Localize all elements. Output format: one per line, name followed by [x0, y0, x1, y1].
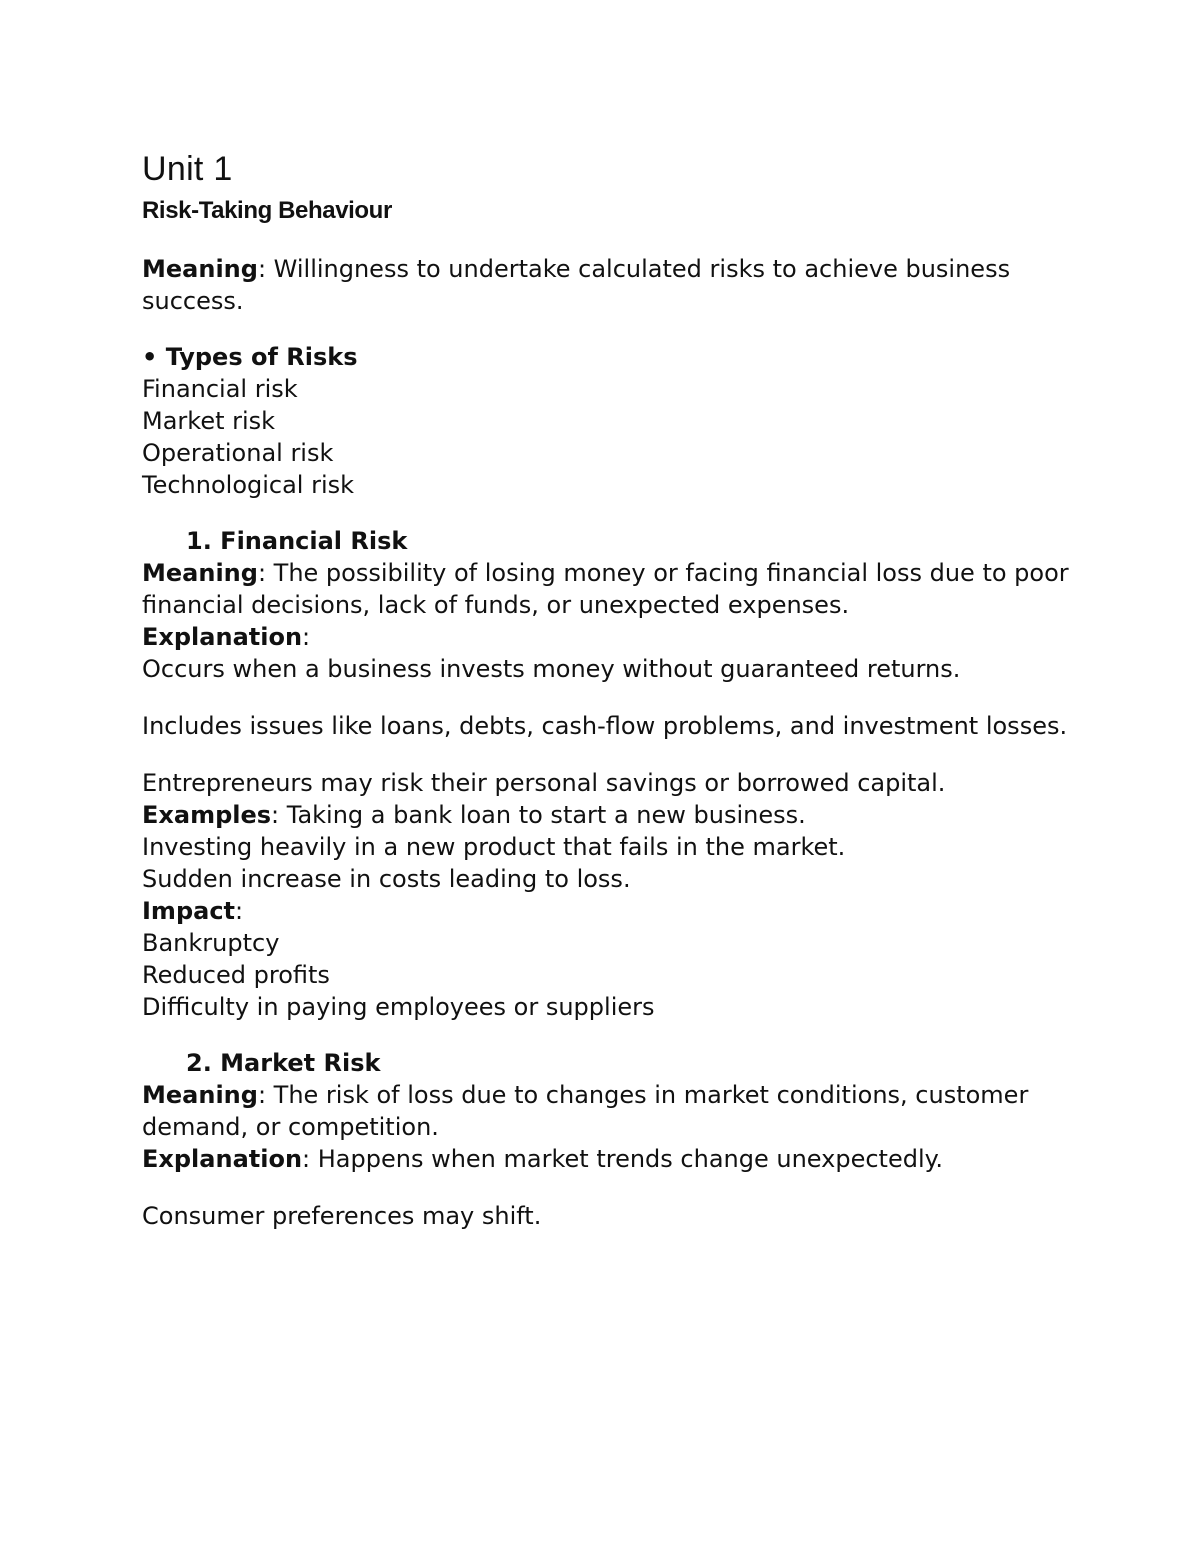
market-meaning	[142, 1079, 1102, 1143]
explanation-point: Entrepreneurs may risk their personal savings or borrowed capital.	[142, 769, 946, 797]
impact-label: Impact	[142, 897, 236, 925]
unit-title: Unit 1	[142, 150, 233, 188]
meaning-text: : The risk of loss due to changes in market conditions, customer demand, or competition.	[142, 1081, 1029, 1141]
meaning-text: : The possibility of losing money or facing financial loss due to poor financial decisions, lack of funds, or unexpected expenses.	[142, 559, 1069, 619]
impact-item: Bankruptcy	[142, 929, 280, 957]
risk-type-item: Financial risk	[142, 375, 298, 403]
risk-type-item: Technological risk	[142, 471, 355, 499]
impact-item: Reduced profits	[142, 961, 330, 989]
financial-risk-heading: 1. Financial Risk	[186, 527, 408, 555]
explanation-label: Explanation	[142, 623, 303, 651]
examples-label: Examples	[142, 801, 272, 829]
meaning-text: : Willingness to undertake calculated risks to achieve business success.	[142, 255, 1011, 315]
meaning-label: Meaning	[142, 1081, 258, 1109]
meaning-label: Meaning	[142, 559, 258, 587]
example-item: : Taking a bank loan to start a new business.	[271, 801, 806, 829]
explanation-colon: :	[302, 623, 311, 651]
market-point: Consumer preferences may shift.	[142, 1202, 542, 1230]
types-of-risks-heading: • Types of Risks	[142, 343, 358, 371]
explanation-point: Occurs when a business invests money without guaranteed returns.	[142, 655, 961, 683]
financial-meaning	[142, 557, 1102, 621]
risk-types-list	[142, 373, 1102, 501]
impact-colon: :	[235, 897, 244, 925]
market-explanation	[142, 1143, 1102, 1175]
explanation-text: : Happens when market trends change unexpectedly.	[302, 1145, 944, 1173]
financial-examples	[142, 799, 1102, 831]
impact-item: Difficulty in paying employees or suppliers	[142, 993, 655, 1021]
section-subtitle: Risk-Taking Behaviour	[142, 197, 392, 224]
risk-type-item: Market risk	[142, 407, 276, 435]
explanation-label: Explanation	[142, 1145, 303, 1173]
impact-list	[142, 927, 1102, 1023]
financial-explanation-label	[142, 621, 1102, 653]
example-item: Investing heavily in a new product that fails in the market.	[142, 833, 846, 861]
document-page	[142, 148, 1102, 1232]
example-item: Sudden increase in costs leading to loss.	[142, 865, 631, 893]
meaning-label: Meaning	[142, 255, 258, 283]
risk-type-item: Operational risk	[142, 439, 334, 467]
financial-impact-label	[142, 895, 1102, 927]
market-risk-heading: 2. Market Risk	[186, 1049, 381, 1077]
explanation-point: Includes issues like loans, debts, cash-flow problems, and investment losses.	[142, 712, 1068, 740]
intro-meaning	[142, 253, 1102, 317]
